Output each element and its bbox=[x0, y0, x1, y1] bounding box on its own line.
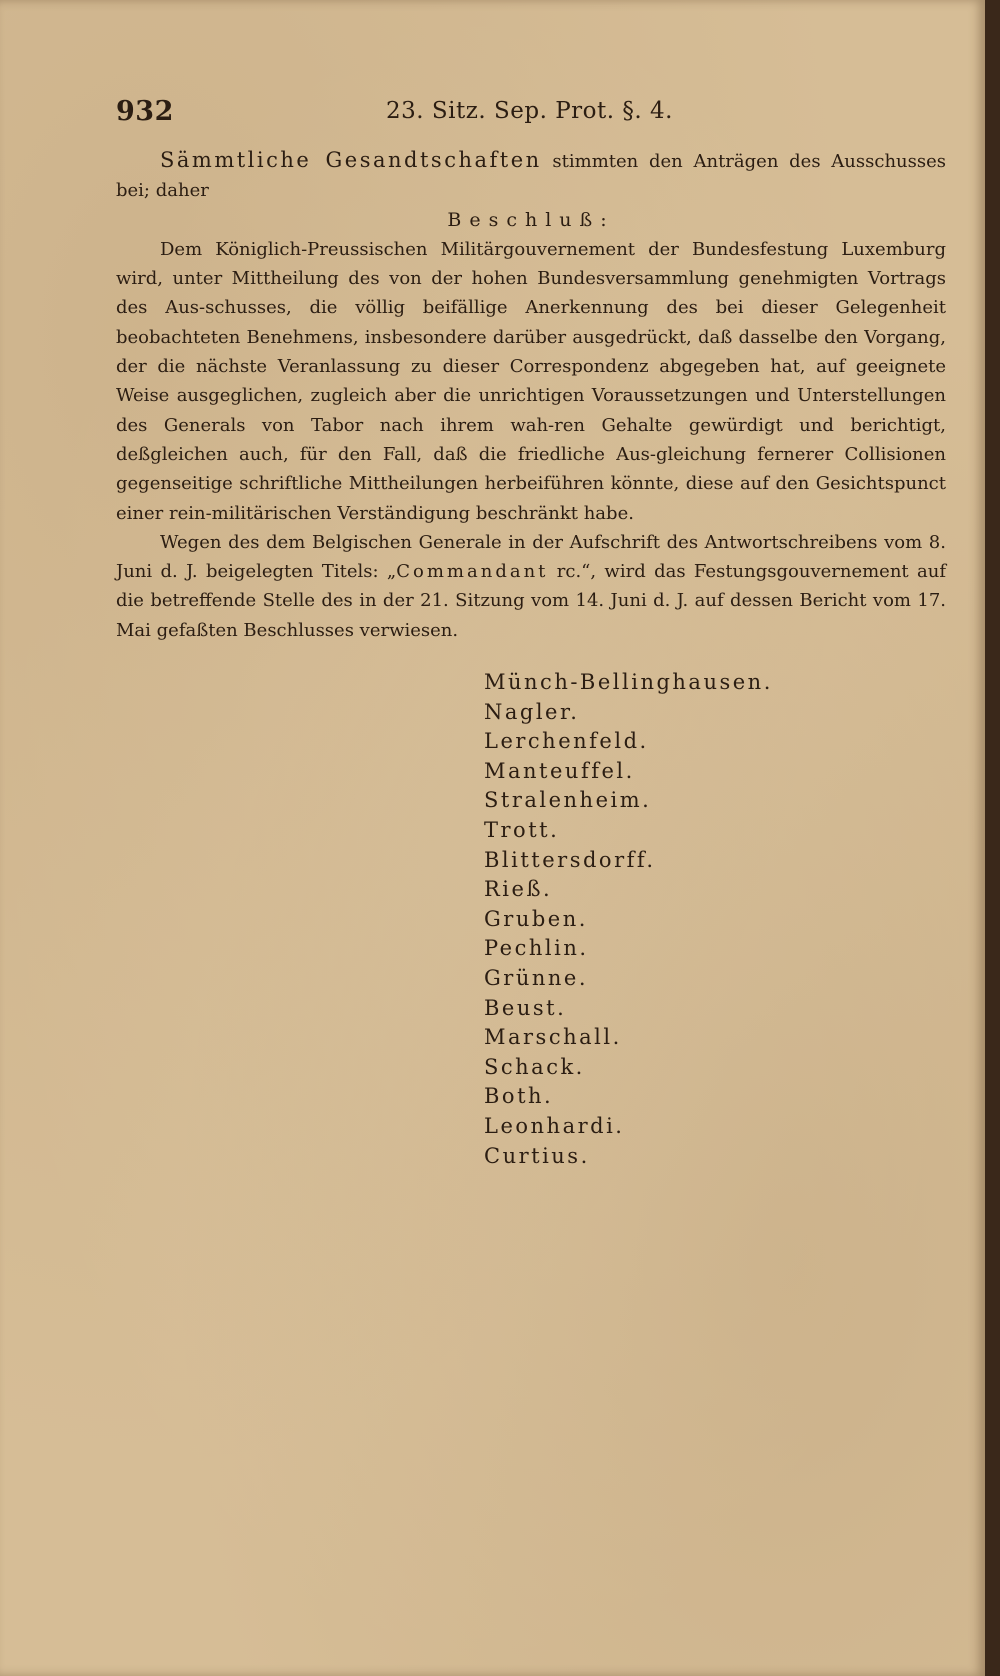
paragraph-vote-rest: stimmten den Anträgen des Ausschusses bei; daher bbox=[116, 151, 946, 202]
signature-name: Manteuffel. bbox=[484, 758, 635, 783]
signature-name: Curtius. bbox=[484, 1143, 590, 1168]
signature-list bbox=[484, 668, 904, 1171]
signature-name: Grünne. bbox=[484, 965, 588, 990]
signature-name: Gruben. bbox=[484, 906, 588, 931]
signature-name: Blittersdorff. bbox=[484, 847, 656, 872]
running-head: 23. Sitz. Sep. Prot. §. 4. bbox=[386, 98, 673, 124]
signature-name: Marschall. bbox=[484, 1025, 622, 1050]
signature-name: Leonhardi. bbox=[484, 1113, 625, 1138]
signature-name: Rieß. bbox=[484, 877, 553, 902]
paragraph-vote bbox=[116, 146, 946, 206]
paragraph-title-before: Wegen des dem Belgischen Generale in der Aufschrift des Antwortschreibens vom 8. Juni d. J. beigelegten Titels: „ bbox=[116, 531, 946, 583]
signature-name: Lerchenfeld. bbox=[484, 729, 649, 754]
body-text bbox=[116, 146, 946, 645]
signature-name: Pechlin. bbox=[484, 936, 589, 961]
signature-name: Trott. bbox=[484, 817, 560, 842]
signature-name: Beust. bbox=[484, 995, 567, 1020]
paragraph-title-after: rc.“, wird das Festungsgouvernement auf die betreffende Stelle des in der 21. Sitzung vom 14. Juni d. J. auf dessen Bericht vom 17. Mai gefaßten Beschlusses verwiesen. bbox=[116, 561, 946, 641]
page-number: 932 bbox=[116, 96, 174, 127]
signature-name: Nagler. bbox=[484, 699, 580, 724]
paragraph-title-reference bbox=[116, 528, 946, 645]
paragraph-resolution: Dem Königlich-Preussischen Militärgouvernement der Bundesfestung Luxemburg wird, unter Mittheilung des von der hohen Bundesversammlung genehmigten Vortrags des Aus-schusses, die völlig beifällige Anerkennung des bei dieser Gelegenheit beobachteten Benehmens, insbesondere darüber ausgedrückt, daß dasselbe den Vorgang, der die nächste Veranlassung zu dieser Correspondenz abgegeben hat, auf geeignete Weise ausgeglichen, zugleich aber die unrichtigen Voraussetzungen und Unterstellungen des Generals von Tabor nach ihrem wah-ren Gehalte gewürdigt und berichtigt, deßgleichen auch, für den Fall, daß die friedliche Aus-gleichung fernerer Collisionen gegenseitige schriftliche Mittheilungen herbeiführen könnte, diese auf den Gesichtspunct einer rein-militärischen Verständigung beschränkt habe. bbox=[116, 238, 946, 524]
page-header bbox=[116, 96, 946, 136]
page-edge bbox=[985, 0, 1000, 1676]
signature-name: Stralenheim. bbox=[484, 788, 652, 813]
signature-name: Schack. bbox=[484, 1054, 585, 1079]
beschluss-heading: Beschluß: bbox=[447, 208, 615, 231]
paragraph-title-quote: Commandant bbox=[396, 561, 549, 583]
signature-name: Both. bbox=[484, 1084, 554, 1109]
paragraph-vote-lead: Sämmtliche Gesandtschaften bbox=[160, 148, 542, 172]
signature-name: Münch-Bellinghausen. bbox=[484, 670, 773, 694]
